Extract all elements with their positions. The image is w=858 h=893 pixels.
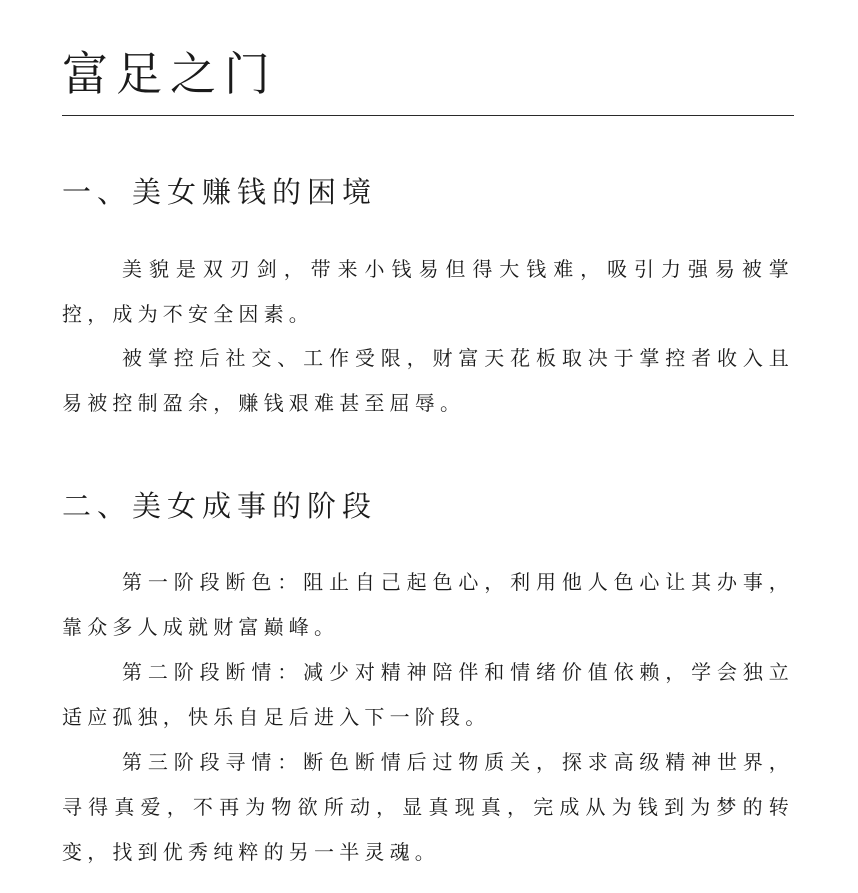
section-2-paragraph-2: 第二阶段断情：减少对精神陪伴和情绪价值依赖，学会独立适应孤独，快乐自足后进入下一阶段。 <box>62 660 794 729</box>
section-heading-2: 二、美女成事的阶段 <box>62 489 378 523</box>
section-heading-1: 一、美女赚钱的困境 <box>62 175 378 209</box>
section-2-paragraph-1: 第一阶段断色：阻止自己起色心，利用他人色心让其办事，靠众多人成就财富巅峰。 <box>62 570 794 639</box>
section-2-paragraph-3: 第三阶段寻情：断色断情后过物质关，探求高级精神世界，寻得真爱，不再为物欲所动，显真现真，完成从为钱到为梦的转变，找到优秀纯粹的另一半灵魂。 <box>62 750 794 864</box>
page-title: 富足之门 <box>62 47 278 101</box>
section-1-paragraph-1: 美貌是双刃剑，带来小钱易但得大钱难，吸引力强易被掌控，成为不安全因素。 <box>62 257 794 326</box>
title-divider <box>62 115 794 116</box>
section-1-paragraph-2: 被掌控后社交、工作受限，财富天花板取决于掌控者收入且易被控制盈余，赚钱艰难甚至屈辱。 <box>62 346 794 415</box>
